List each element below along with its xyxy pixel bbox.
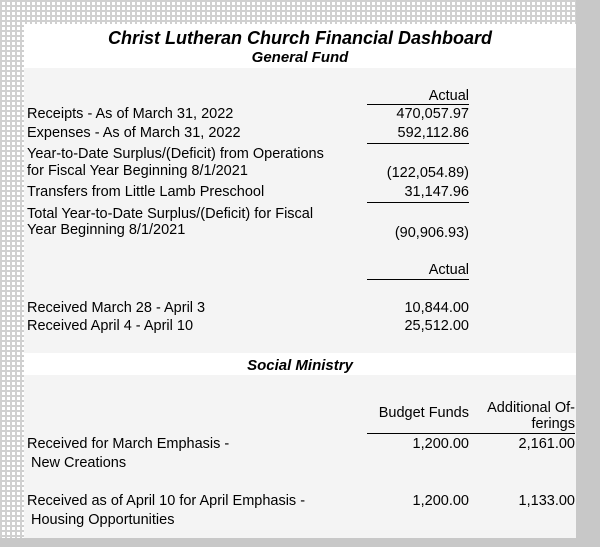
social-header-underline <box>367 433 575 434</box>
expenses-label: Expenses - As of March 31, 2022 <box>27 125 241 141</box>
additional-offerings-header-line1: Additional Of- <box>487 400 575 416</box>
transfers-label: Transfers from Little Lamb Preschool <box>27 184 265 200</box>
total-surplus-label-line2: Year Beginning 8/1/2021 <box>27 222 186 238</box>
transfers-value: 31,147.96 <box>404 184 469 200</box>
general-fund-heading: General Fund <box>251 49 349 66</box>
expenses-underline <box>367 143 469 144</box>
sheet-bottom-gutter <box>0 538 600 547</box>
receipts-label: Receipts - As of March 31, 2022 <box>27 106 234 122</box>
weekly-actual-header: Actual <box>428 262 469 278</box>
total-surplus-value: (90,906.93) <box>394 225 469 241</box>
march-emphasis-label-line2: New Creations <box>31 455 127 471</box>
weekly-row-2-value: 25,512.00 <box>404 318 469 334</box>
sheet-gutter <box>576 0 600 547</box>
weekly-row-2-label: Received April 4 - April 10 <box>27 318 194 334</box>
march-emphasis-label-line1: Received for March Emphasis - <box>27 436 230 452</box>
weekly-row-1-label: Received March 28 - April 3 <box>27 300 206 316</box>
total-surplus-label-line1: Total Year-to-Date Surplus/(Deficit) for Fiscal <box>27 206 314 222</box>
ytd-surplus-value: (122,054.89) <box>386 165 469 181</box>
page-title: Christ Lutheran Church Financial Dashboard <box>107 28 493 48</box>
march-additional-value: 2,161.00 <box>518 436 575 452</box>
budget-funds-header: Budget Funds <box>378 405 469 421</box>
additional-offerings-header-line2: ferings <box>531 416 575 432</box>
receipts-value: 470,057.97 <box>396 106 469 122</box>
april-emphasis-label-line1: Received as of April 10 for April Emphasis - <box>27 493 306 509</box>
actual-header: Actual <box>428 88 469 104</box>
header-underline <box>367 104 469 105</box>
april-emphasis-label-line2: Housing Opportunities <box>31 512 175 528</box>
expenses-value: 592,112.86 <box>397 125 469 141</box>
weekly-row-1-value: 10,844.00 <box>404 300 469 316</box>
ytd-surplus-label-line1: Year-to-Date Surplus/(Deficit) from Operations <box>27 146 324 162</box>
march-budget-value: 1,200.00 <box>412 436 469 452</box>
weekly-header-underline <box>367 279 469 280</box>
april-budget-value: 1,200.00 <box>412 493 469 509</box>
transfers-underline <box>367 202 469 203</box>
social-ministry-heading: Social Ministry <box>247 357 353 374</box>
ytd-surplus-label-line2: for Fiscal Year Beginning 8/1/2021 <box>27 163 248 179</box>
april-additional-value: 1,133.00 <box>518 493 575 509</box>
